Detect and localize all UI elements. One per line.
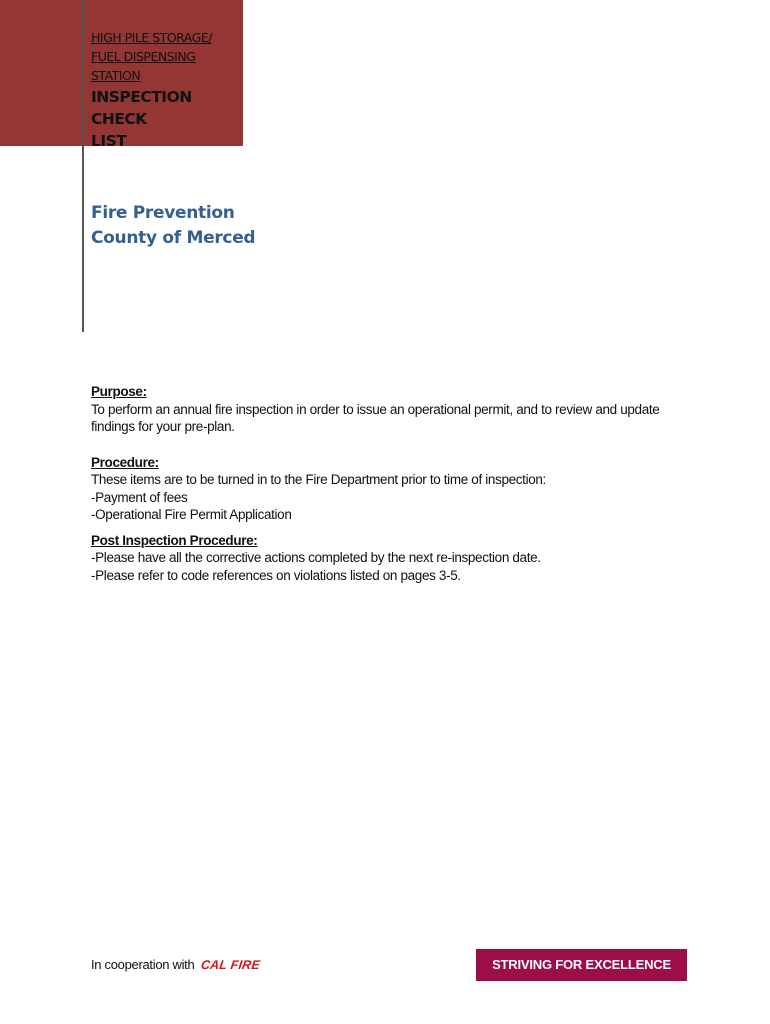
- document-title-line-1: INSPECTION CHECK: [91, 88, 192, 128]
- cover-title-block: [91, 28, 241, 152]
- document-title: [91, 86, 241, 152]
- cover-subtitle-line-3: STATION: [91, 68, 141, 83]
- cooperation-credit: [91, 957, 260, 973]
- cooperation-text: In cooperation with: [91, 957, 195, 972]
- vertical-divider: [82, 0, 84, 332]
- procedure-line-1: These items are to be turned in to the Fire Department prior to time of inspection:: [91, 472, 546, 487]
- organization-line-1: Fire Prevention: [91, 203, 235, 223]
- document-body: [91, 383, 681, 584]
- section-spacer: [91, 436, 681, 454]
- post-inspection-line-1: -Please have all the corrective actions completed by the next re-inspection date.: [91, 550, 541, 565]
- procedure-heading: Procedure:: [91, 454, 159, 470]
- procedure-line-3: -Operational Fire Permit Application: [91, 507, 292, 522]
- cover-subtitle-line-2: FUEL DISPENSING: [91, 49, 196, 64]
- organization-line-2: County of Merced: [91, 228, 256, 248]
- procedure-line-2: -Payment of fees: [91, 489, 188, 505]
- purpose-text: To perform an annual fire inspection in order to issue an operational permit, and to review and update findings for your pre-plan.: [91, 401, 660, 434]
- organization-name: [91, 201, 255, 251]
- striving-for-excellence-badge: STRIVING FOR EXCELLENCE: [476, 949, 687, 981]
- cal-fire-logo: CAL FIRE: [199, 958, 261, 972]
- post-inspection-heading: Post Inspection Procedure:: [91, 532, 258, 548]
- section-spacer: [91, 524, 681, 532]
- purpose-heading: Purpose:: [91, 384, 147, 399]
- post-inspection-line-2: -Please refer to code references on violations listed on pages 3-5.: [91, 567, 461, 583]
- cover-subtitle-line-1: HIGH PILE STORAGE/: [91, 30, 212, 45]
- document-title-line-2: LIST: [91, 132, 127, 150]
